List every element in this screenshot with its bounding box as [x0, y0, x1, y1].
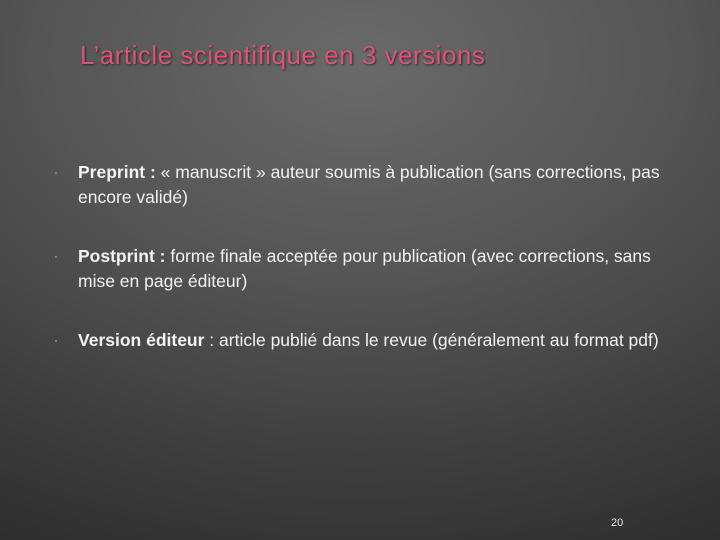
- bullet-term: Postprint :: [78, 246, 166, 266]
- bullet-description: forme finale acceptée pour publication (avec corrections, sans mise en page éditeur): [78, 246, 651, 291]
- bullet-item-version-editeur: [50, 328, 670, 353]
- bullet-term: Preprint :: [78, 162, 156, 182]
- page-number: 20: [611, 517, 624, 529]
- bullet-item-postprint: [50, 244, 670, 294]
- bullet-term: Version éditeur: [78, 330, 205, 350]
- bullet-icon: ·: [54, 333, 58, 347]
- bullet-item-preprint: [50, 160, 670, 210]
- bullet-icon: ·: [54, 165, 58, 179]
- bullet-icon: ·: [54, 249, 58, 263]
- bullet-list: [50, 160, 670, 387]
- slide-title: L’article scientifique en 3 versions: [80, 40, 486, 70]
- bullet-description: : article publié dans le revue (généralement au format pdf): [204, 330, 659, 350]
- bullet-description: « manuscrit » auteur soumis à publication (sans corrections, pas encore validé): [78, 162, 660, 207]
